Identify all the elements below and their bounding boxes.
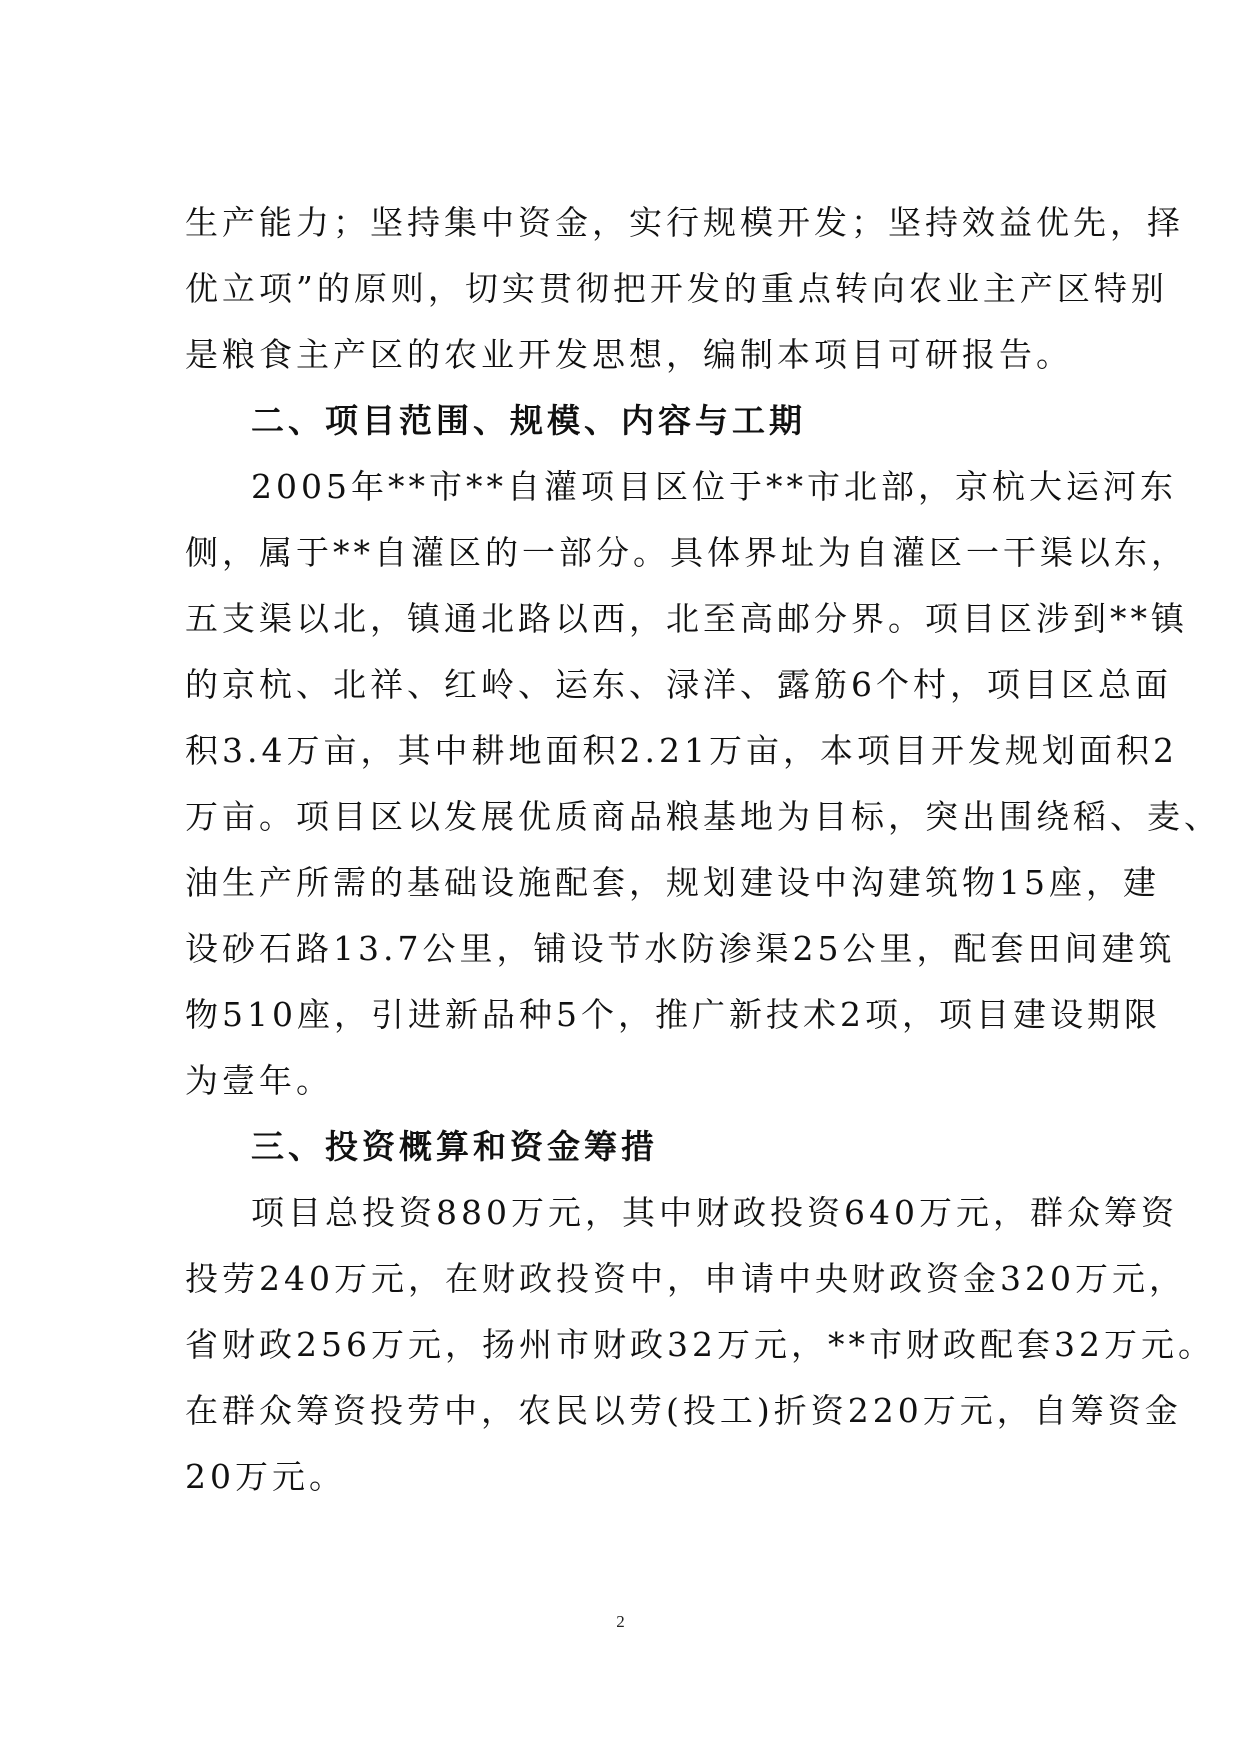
section-heading-investment: 三、投资概算和资金筹措 <box>251 1127 658 1166</box>
paragraph-line: 油生产所需的基础设施配套，规划建设中沟建筑物15座，建 <box>185 863 1160 902</box>
paragraph-line: 物510座，引进新品种5个，推广新技术2项，项目建设期限 <box>185 995 1161 1034</box>
paragraph-line: 2005年**市**自灌项目区位于**市北部，京杭大运河东 <box>251 467 1177 506</box>
paragraph-line: 在群众筹资投劳中，农民以劳(投工)折资220万元，自筹资金 <box>185 1391 1182 1430</box>
page-number: 2 <box>616 1612 625 1631</box>
paragraph-line: 项目总投资880万元，其中财政投资640万元，群众筹资 <box>251 1193 1178 1232</box>
paragraph-line: 省财政256万元，扬州市财政32万元，**市财政配套32万元。 <box>185 1325 1215 1364</box>
paragraph-line: 生产能力；坚持集中资金，实行规模开发；坚持效益优先，择 <box>185 203 1184 242</box>
paragraph-line: 万亩。项目区以发展优质商品粮基地为目标，突出围绕稻、麦、 <box>185 797 1221 836</box>
paragraph-line: 20万元。 <box>185 1457 346 1496</box>
paragraph-line: 投劳240万元，在财政投资中，申请中央财政资金320万元， <box>185 1259 1186 1298</box>
paragraph-line: 侧，属于**自灌区的一部分。具体界址为自灌区一干渠以东， <box>185 533 1188 572</box>
paragraph-line: 设砂石路13.7公里，铺设节水防渗渠25公里，配套田间建筑 <box>185 929 1176 968</box>
paragraph-line: 的京杭、北祥、红岭、运东、渌洋、露筋6个村，项目区总面 <box>185 665 1172 704</box>
paragraph-line: 为壹年。 <box>185 1061 333 1100</box>
paragraph-line: 五支渠以北，镇通北路以西，北至高邮分界。项目区涉到**镇 <box>185 599 1188 638</box>
paragraph-line: 优立项”的原则，切实贯彻把开发的重点转向农业主产区特别 <box>185 269 1168 308</box>
paragraph-line: 是粮食主产区的农业开发思想，编制本项目可研报告。 <box>185 335 1073 374</box>
paragraph-line: 积3.4万亩，其中耕地面积2.21万亩，本项目开发规划面积2 <box>185 731 1178 770</box>
section-heading-scope: 二、项目范围、规模、内容与工期 <box>251 401 806 440</box>
document-body <box>185 190 1221 1510</box>
